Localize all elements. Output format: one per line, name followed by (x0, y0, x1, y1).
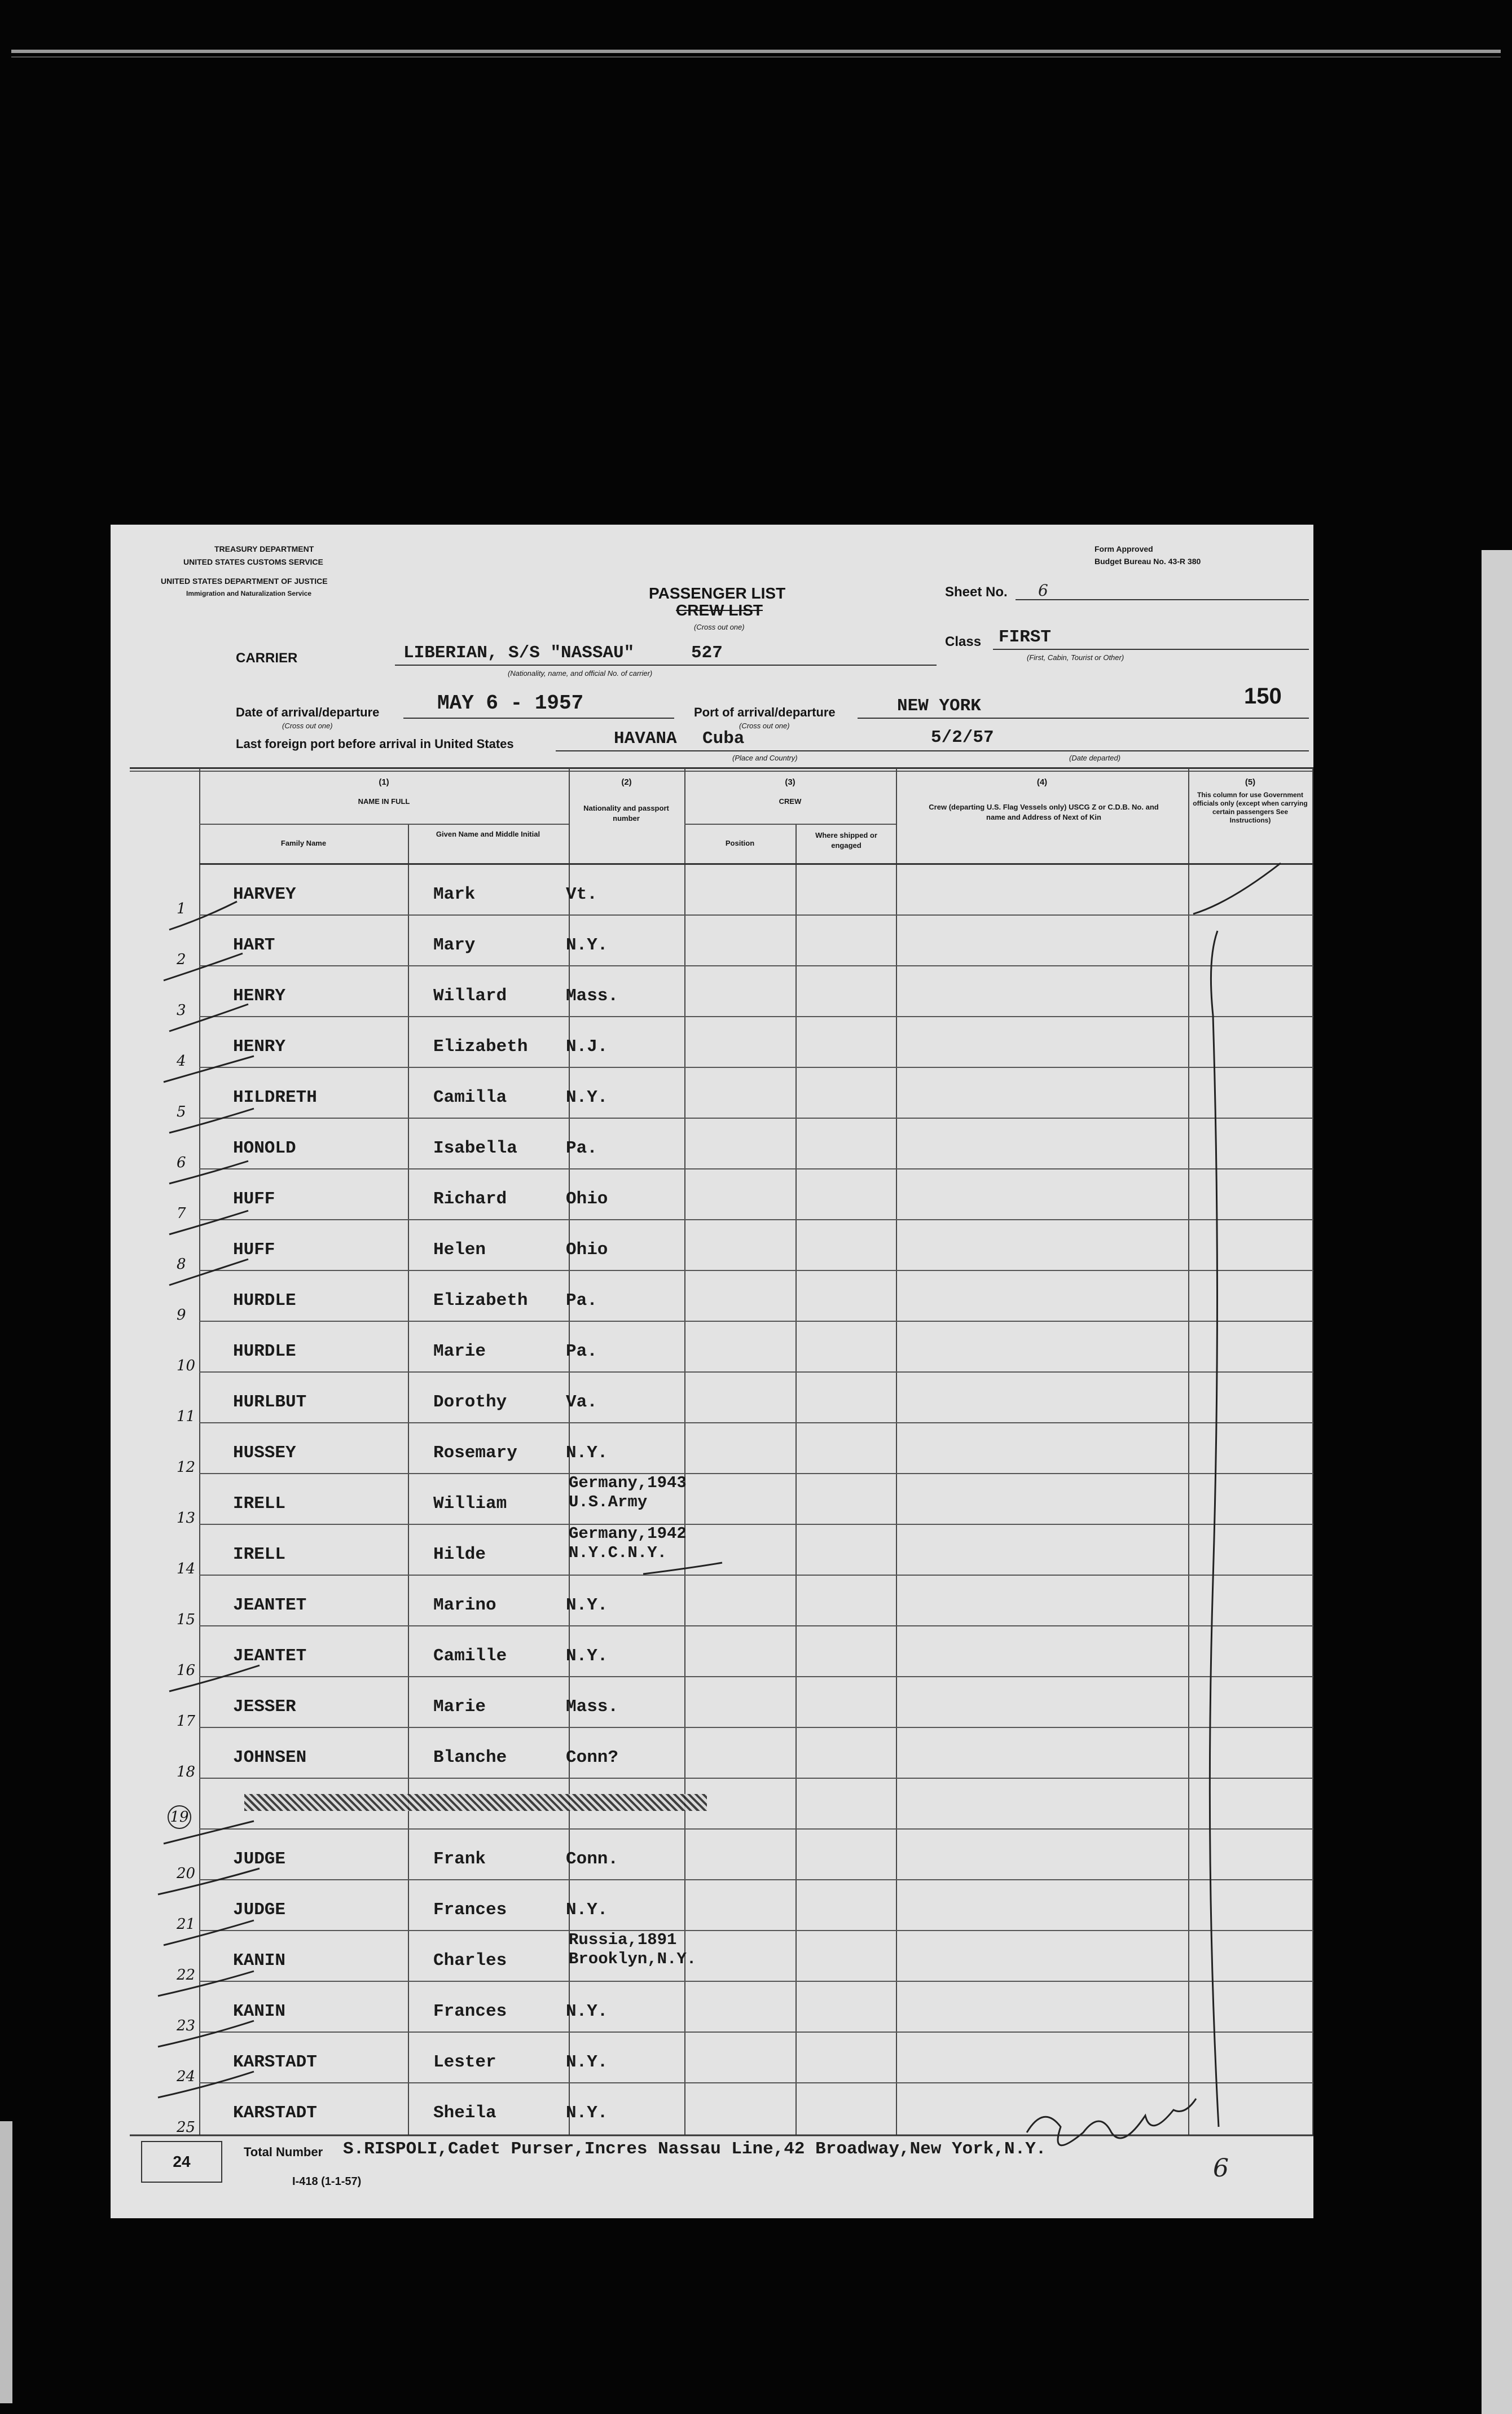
handwritten-initials (1027, 2099, 1196, 2145)
family-name: JUDGE (233, 1900, 286, 1920)
nationality: N.Y. (566, 1595, 608, 1615)
row-number: 23 (177, 2017, 196, 2034)
nationality: Conn? (566, 1748, 619, 1767)
given-name: William (433, 1494, 507, 1514)
family-name: HARVEY (233, 885, 296, 904)
official-check-mark (1193, 863, 1281, 914)
title-passenger-list: PASSENGER LIST (649, 584, 786, 602)
family-name: KARSTADT (233, 2052, 317, 2072)
nationality: Vt. (566, 885, 597, 904)
nationality: N.Y. (566, 935, 608, 955)
class-value: FIRST (999, 627, 1052, 647)
last-port-value: HAVANA (614, 729, 677, 749)
class-label: Class (945, 634, 982, 649)
official-bracket-line (1210, 931, 1219, 2127)
row-number: 25 (177, 2119, 196, 2136)
nationality: N.Y. (566, 1443, 608, 1463)
row-number: 24 (177, 2068, 196, 2085)
given-name: Marino (433, 1595, 496, 1615)
family-name: KANIN (233, 1951, 286, 1971)
sheet-label: Sheet No. (945, 584, 1008, 600)
col3-title: CREW (779, 797, 802, 806)
col5-number: (5) (1245, 777, 1256, 787)
sheet-value: 6 (1038, 581, 1048, 600)
nationality: Va. (566, 1392, 597, 1412)
col-given-header: Given Name and Middle Initial (436, 830, 540, 838)
given-name: Elizabeth (433, 1291, 528, 1311)
nationality: N.Y. (566, 2002, 608, 2021)
signature-line: S.RISPOLI,Cadet Purser,Incres Nassau Line,42 Broadway,New York,N.Y. (343, 2139, 1047, 2159)
family-name: IRELL (233, 1545, 286, 1564)
given-name: Frances (433, 2002, 507, 2021)
row-number: 19 (168, 1805, 191, 1829)
given-name: Richard (433, 1189, 507, 1209)
family-name: HUSSEY (233, 1443, 296, 1463)
row-number: 9 (177, 1307, 186, 1323)
nationality: N.Y. (566, 1646, 608, 1666)
family-name: HURLBUT (233, 1392, 307, 1412)
given-name: Blanche (433, 1748, 507, 1767)
title-crew-list: CREW LIST (676, 601, 763, 619)
row-number: 10 (177, 1357, 196, 1374)
carrier-value: LIBERIAN, S/S "NASSAU" (403, 643, 635, 663)
carrier-note: (Nationality, name, and official No. of carrier) (508, 669, 653, 678)
given-name: Marie (433, 1697, 486, 1717)
budget-bureau: Budget Bureau No. 43-R 380 (1095, 557, 1201, 566)
nationality: N.Y. (566, 1900, 608, 1920)
last-port-label: Last foreign port before arrival in United States (236, 737, 514, 751)
row-number: 15 (177, 1611, 196, 1628)
nationality: Mass. (566, 1697, 619, 1717)
port-label: Port of arrival/departure (694, 705, 836, 719)
date-value: MAY 6 - 1957 (437, 692, 584, 715)
row-number: 6 (177, 1154, 186, 1171)
given-name: Mark (433, 885, 476, 904)
nationality: N.Y. (566, 1088, 608, 1107)
total-number-box: 24 (141, 2141, 222, 2183)
family-name: JEANTET (233, 1595, 307, 1615)
family-name: JESSER (233, 1697, 296, 1717)
family-name: HURDLE (233, 1342, 296, 1361)
agency-line-3: UNITED STATES DEPARTMENT OF JUSTICE (161, 577, 328, 586)
family-name: KARSTADT (233, 2103, 317, 2123)
col4-number: (4) (1036, 777, 1048, 787)
form-number: I-418 (1-1-57) (292, 2175, 362, 2188)
given-name: Elizabeth (433, 1037, 528, 1057)
row-number: 12 (177, 1459, 196, 1476)
nationality: Germany,1942 (569, 1524, 687, 1543)
row-number: 16 (177, 1662, 196, 1679)
port-note: (Cross out one) (739, 722, 790, 730)
row-number: 5 (177, 1103, 186, 1120)
given-name: Marie (433, 1342, 486, 1361)
nationality: Pa. (566, 1138, 597, 1158)
family-name: HURDLE (233, 1291, 296, 1311)
nationality: N.J. (566, 1037, 608, 1057)
row-number: 7 (177, 1205, 186, 1222)
given-name: Willard (433, 986, 507, 1006)
date-departed: 5/2/57 (931, 728, 994, 747)
date-departed-note: (Date departed) (1069, 754, 1121, 762)
row-number: 4 (177, 1053, 186, 1070)
col1-title: NAME IN FULL (358, 797, 410, 806)
nationality: Ohio (566, 1240, 608, 1260)
nationality: Conn. (566, 1849, 619, 1869)
title-cross-out-note: (Cross out one) (694, 623, 745, 631)
page-count: 150 (1244, 684, 1282, 709)
class-note: (First, Cabin, Tourist or Other) (1027, 653, 1124, 662)
given-name: Frances (433, 1900, 507, 1920)
col-family-header: Family Name (280, 839, 327, 847)
given-name: Lester (433, 2052, 496, 2072)
nationality: Germany,1943 (569, 1474, 687, 1492)
col-shipped-header: Where shipped or engaged (815, 831, 877, 850)
given-name: Camilla (433, 1088, 507, 1107)
row-number: 11 (177, 1408, 196, 1425)
handwritten-page-note: 6 (1213, 2154, 1229, 2183)
carrier-number: 527 (691, 643, 723, 663)
total-number-label: Total Number (244, 2145, 323, 2159)
given-name: Mary (433, 935, 476, 955)
family-name: KANIN (233, 2002, 286, 2021)
place-note: (Place and Country) (732, 754, 798, 762)
family-name: HENRY (233, 986, 286, 1006)
last-port-country: Cuba (702, 729, 745, 749)
given-name: Rosemary (433, 1443, 517, 1463)
given-name: Camille (433, 1646, 507, 1666)
row-number: 14 (177, 1560, 196, 1577)
col2-number: (2) (621, 777, 632, 787)
family-name: JOHNSEN (233, 1748, 307, 1767)
nationality: Mass. (566, 986, 619, 1006)
passport-note: U.S.Army (569, 1493, 648, 1511)
nationality: Pa. (566, 1342, 597, 1361)
row-number: 1 (177, 900, 186, 917)
family-name: HUFF (233, 1240, 275, 1260)
col4-title: Crew (departing U.S. Flag Vessels only) USCG Z or C.D.B. No. and name and Address of Next of Kin (929, 803, 1159, 821)
row-number: 13 (177, 1510, 196, 1527)
given-name: Helen (433, 1240, 486, 1260)
family-name: JUDGE (233, 1849, 286, 1869)
nationality: Ohio (566, 1189, 608, 1209)
nationality: Pa. (566, 1291, 597, 1311)
given-name: Charles (433, 1951, 507, 1971)
family-name: HILDRETH (233, 1088, 317, 1107)
row-number: 21 (177, 1916, 196, 1933)
col5-title: This column for use Government officials only (except when carrying certain passengers See Instructions) (1193, 791, 1308, 824)
family-name: HART (233, 935, 275, 955)
passport-note: N.Y.C.N.Y. (569, 1544, 667, 1562)
agency-line-2: UNITED STATES CUSTOMS SERVICE (183, 557, 323, 566)
family-name: HENRY (233, 1037, 286, 1057)
given-name: Hilde (433, 1545, 486, 1564)
agency-line-4: Immigration and Naturalization Service (186, 590, 312, 597)
col2-title: Nationality and passport number (583, 804, 669, 823)
row-number: 3 (177, 1002, 186, 1019)
given-name: Sheila (433, 2103, 496, 2123)
row-number: 17 (177, 1713, 196, 1730)
col1-number: (1) (379, 777, 389, 787)
given-name: Isabella (433, 1138, 517, 1158)
given-name: Frank (433, 1849, 486, 1869)
agency-line-1: TREASURY DEPARTMENT (214, 544, 314, 553)
row-number: 22 (177, 1967, 196, 1984)
col3-number: (3) (785, 777, 795, 787)
given-name: Dorothy (433, 1392, 507, 1412)
row-number: 8 (177, 1256, 186, 1273)
carrier-label: CARRIER (236, 650, 298, 666)
nationality: N.Y. (566, 2103, 608, 2123)
family-name: IRELL (233, 1494, 286, 1514)
row-number: 2 (177, 951, 186, 968)
row-number: 18 (177, 1764, 196, 1780)
row-number: 20 (177, 1865, 196, 1882)
date-note: (Cross out one) (282, 722, 333, 730)
date-label: Date of arrival/departure (236, 705, 380, 719)
passport-note: Brooklyn,N.Y. (569, 1950, 697, 1968)
form-approved: Form Approved (1095, 544, 1153, 553)
port-value: NEW YORK (897, 696, 981, 716)
col-position-header: Position (725, 839, 755, 847)
family-name: HUFF (233, 1189, 275, 1209)
family-name: JEANTET (233, 1646, 307, 1666)
nationality: Russia,1891 (569, 1931, 677, 1949)
nationality: N.Y. (566, 2052, 608, 2072)
family-name: HONOLD (233, 1138, 296, 1158)
